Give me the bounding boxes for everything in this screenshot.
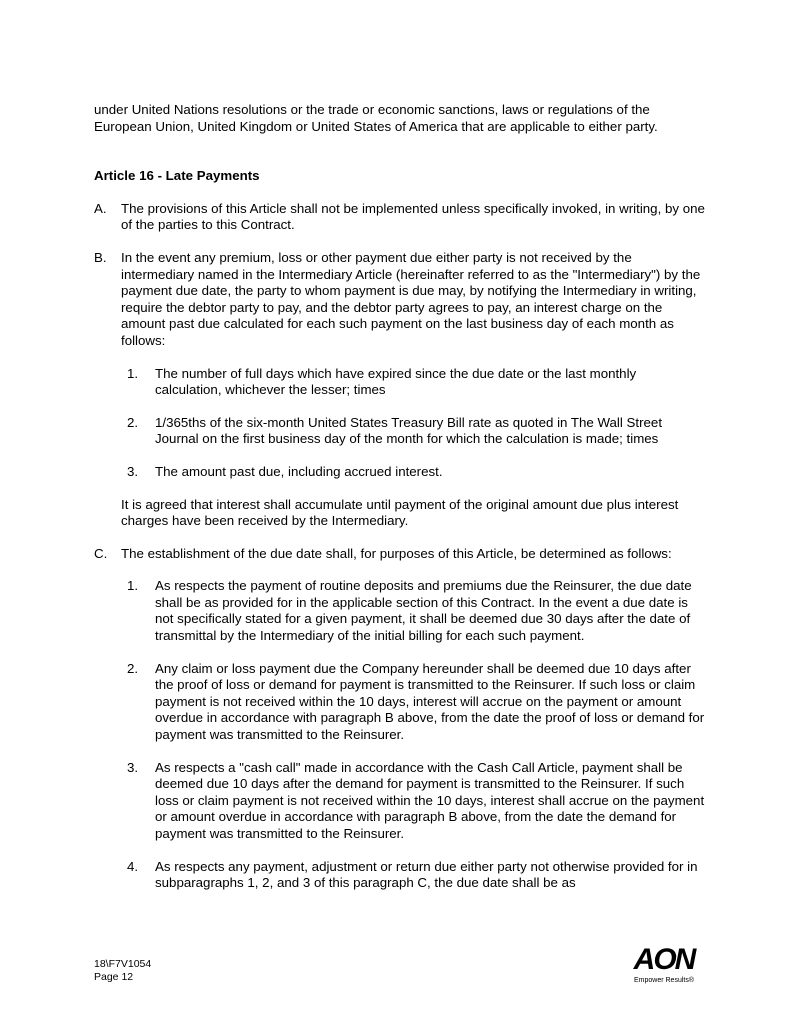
list-text: The number of full days which have expired since the due date or the last monthly calculation, whichever the lesser; times [155,365,637,398]
document-page [94,102,706,908]
list-item [127,578,706,644]
page-number: Page 12 [94,971,134,983]
list-item [127,464,706,481]
logo-wordmark: AON [633,943,695,976]
list-text: As respects any payment, adjustment or return due either party not otherwise provided for in subparagraphs 1, 2, and 3 of this paragraph C, the due date shall be as [155,858,698,891]
list-number: 3. [127,759,139,775]
list-item [127,661,706,744]
document-id: 18\F7V1054 [94,958,152,970]
list-number: 1. [127,365,139,381]
list-item [127,760,706,843]
section-text: The establishment of the due date shall, for purposes of this Article, be determined as follows: [121,545,672,561]
list-text: As respects a "cash call" made in accordance with the Cash Call Article, payment shall be deemed due 10 days after the demand for payment is transmitted to the Reinsurer. If such loss or claim payment is not received within the 10 days, interest shall accrue on the payment or amount overdue in accordance with paragraph B above, from the date the demand for payment was transmitted to the Reinsurer. [155,759,705,841]
logo-tagline: Empower Results® [633,977,694,984]
list-text: Any claim or loss payment due the Company hereunder shall be deemed due 10 days after the proof of loss or demand for payment is transmitted to the Reinsurer. If such loss or claim payment is not received within the 10 days, interest will accrue on the payment or amount overdue in accordance with paragraph B above, from the date the proof of loss or demand for payment was transmitted to the Reinsurer. [155,660,705,743]
section-text: The provisions of this Article shall not be implemented unless specifically invoked, in writing, by one of the parties to this Contract. [121,200,705,233]
list-number: 1. [127,578,139,594]
aon-logo [628,945,700,985]
list-text: As respects the payment of routine deposits and premiums due the Reinsurer, the due date shall be as provided for in the applicable section of this Contract. In the event a due date is not specifically stated for a given payment, it shall be deemed due 30 days after the date of transmittal by the Intermediary of the initial billing for each such payment. [155,578,692,644]
list-number: 2. [127,414,139,430]
section-label: C. [94,545,108,561]
list-number: 3. [127,463,139,479]
list-item [127,366,706,399]
section-text: In the event any premium, loss or other payment due either party is not received by the intermediary named in the Intermediary Article (hereinafter referred to as the "Intermediary") by the payment due date, the party to whom payment is due may, by notifying the Intermediary in writing, require the debtor party to pay, and the debtor party agrees to pay, an interest charge on the amount past due calculated for each such payment on the last business day of each month as follows: [121,249,701,348]
list-number: 2. [127,660,139,676]
intro-paragraph: under United Nations resolutions or the trade or economic sanctions, laws or regulations of the European Union, United Kingdom or United States of America that are applicable to either party. [94,102,658,134]
section-b [94,250,706,530]
section-label: B. [94,249,107,265]
page-footer [94,958,151,984]
list-item [127,415,706,448]
article-heading: Article 16 - Late Payments [94,168,260,184]
list-text: 1/365ths of the six-month United States Treasury Bill rate as quoted in The Wall Street Journal on the first business day of the month for which the calculation is made; times [155,414,663,447]
section-label: A. [94,200,107,216]
list-number: 4. [127,858,139,874]
section-a [94,201,706,234]
list-item [127,859,706,892]
section-note: It is agreed that interest shall accumulate until payment of the original amount due plus interest charges have been received by the Intermediary. [121,496,679,529]
list-text: The amount past due, including accrued interest. [155,463,443,479]
section-c [94,546,706,892]
